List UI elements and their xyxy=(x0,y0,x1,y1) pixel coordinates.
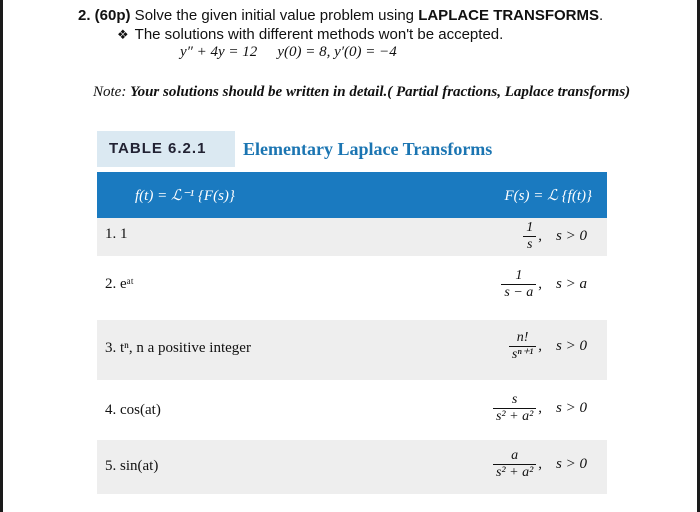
row-transform: $\frac{s}{\text{s² + a²}}$ , s > 0 xyxy=(493,392,587,425)
row-function: 5. sin(at) xyxy=(105,458,159,474)
bullet-text: The solutions with different methods won't be accepted. xyxy=(134,26,504,43)
instruction-method: LAPLACE TRANSFORMS xyxy=(418,7,600,24)
instruction-text: Solve the given initial value problem using xyxy=(130,7,419,24)
problem-heading xyxy=(78,7,603,24)
table-title: Elementary Laplace Transforms xyxy=(243,139,493,159)
note-paragraph xyxy=(53,83,653,102)
header-transform: F(s) = ℒ {f(t)} xyxy=(504,188,592,204)
table-header xyxy=(97,172,607,218)
table-row xyxy=(97,256,607,320)
row-transform: $\frac{a}{\text{s² + a²}}$ , s > 0 xyxy=(493,448,587,481)
row-transform: $\frac{n!}{\text{sⁿ⁺¹}}$ , s > 0 xyxy=(509,330,587,363)
row-condition: s > a xyxy=(556,276,587,292)
row-condition: s > 0 xyxy=(556,228,587,244)
row-function: 1. 1 xyxy=(105,226,128,242)
table-row xyxy=(97,320,607,380)
note-text: Your solutions should be written in detail.( Partial fractions, Laplace transforms) xyxy=(130,84,631,100)
bullet-note xyxy=(117,26,503,43)
initial-conditions: y(0) = 8, y′(0) = −4 xyxy=(277,44,397,60)
fraction: $\frac{1}{s - a}$ xyxy=(501,268,536,301)
table-badge: TABLE 6.2.1 xyxy=(97,131,235,167)
fraction: $\frac{s}{\text{s² + a²}}$ xyxy=(493,392,536,425)
diamond-bullet-icon: ❖ xyxy=(117,27,129,42)
table-row xyxy=(97,440,607,494)
left-border xyxy=(0,0,3,512)
table-row xyxy=(97,380,607,440)
row-transform: $\frac{1}{s}$ , s > 0 xyxy=(523,220,587,253)
differential-equation: y″ + 4y = 12 xyxy=(180,44,258,60)
row-function: 2. eᵃᵗ xyxy=(105,276,134,292)
row-function: 4. cos(at) xyxy=(105,402,161,418)
fraction: $\frac{1}{s}$ xyxy=(523,220,536,253)
table-caption xyxy=(97,131,607,167)
note-label: Note: xyxy=(93,84,127,100)
laplace-table xyxy=(97,131,607,494)
row-function: 3. tⁿ, n a positive integer xyxy=(105,340,251,356)
ivp-equation xyxy=(180,44,397,61)
row-condition: s > 0 xyxy=(556,400,587,416)
instruction-end: . xyxy=(599,7,604,24)
table-row xyxy=(97,218,607,256)
header-inverse-transform: f(t) = ℒ⁻¹ {F(s)} xyxy=(135,188,235,204)
row-transform: $\frac{1}{s - a}$ , s > a xyxy=(501,268,587,301)
problem-number: 2. (60p) xyxy=(78,7,131,24)
row-condition: s > 0 xyxy=(556,338,587,354)
row-condition: s > 0 xyxy=(556,456,587,472)
fraction: $\frac{a}{\text{s² + a²}}$ xyxy=(493,448,536,481)
fraction: $\frac{n!}{\text{sⁿ⁺¹}}$ xyxy=(509,330,536,363)
